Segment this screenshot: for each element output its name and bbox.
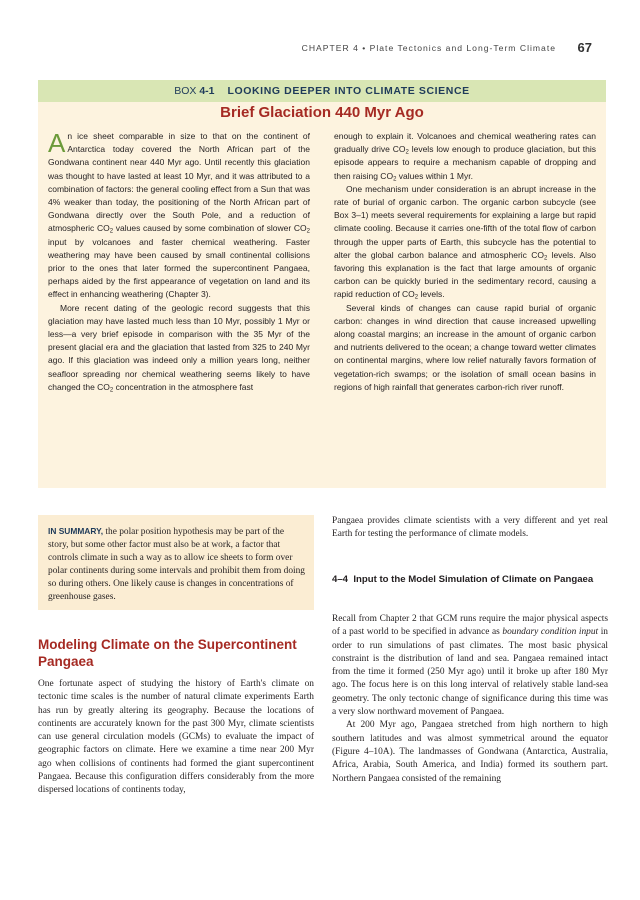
- section-heading: Modeling Climate on the Supercontinent Pangaea: [38, 637, 297, 669]
- chapter-running-title: CHAPTER 4 • Plate Tectonics and Long-Term Climate: [301, 43, 556, 53]
- box-paragraph: enough to explain it. Volcanoes and chemical weathering rates can gradually drive $CO_2$ levels low enough to produce glaciation, but this episode appears to require a mechanism capable of dropping and then raising $CO_2$ values within 1 Myr.: [334, 131, 596, 183]
- box-paragraph: More recent dating of the geologic record suggests that this glaciation may have lasted much less than 10 Myr, possibly 1 Myr or less—a very brief episode in comparison with the 35 Myr of the present glacial era and the glaciation that lasted from 325 to 240 Myr ago. If this glaciation was indeed only a million years long, neither seafloor spreading nor chemical weathering seems likely to have changed the $CO_2$ concentration in the atmosphere fast: [48, 302, 310, 394]
- body-paragraph: One fortunate aspect of studying the history of Earth's climate on tectonic time scales is the number of natural climate experiments Earth has run by greatly altering its geography. Because the locations of continents are accurately known for the past 300 Myr, climate scientists can use general circulation models (GCMs) to evaluate the impact of geographic factors on climate. Here we examine a time near 200 Myr ago when collisions of continents had formed the giant supercontinent Pangaea. Because this configuration differs considerably from the more dispersed locations of continents today,: [38, 679, 314, 796]
- box-paragraph: One mechanism under consideration is an abrupt increase in the rate of burial of organic carbon. The organic carbon subcycle (see Box 3–1) meets several requirements for explaining a large but rapid climate cooling. Because it carries one-fifth of the total flow of carbon through the upper parts of Earth, this subcycle has the potential to alter the global carbon balance and atmospheric $CO_2$ levels. Also favoring this explanation is the fact that large amounts of organic carbon can be quickly buried in the sedimentary record, causing a rapid reduction of $CO_2$ levels.: [334, 183, 597, 301]
- subsection-heading: [332, 573, 608, 586]
- body-column-right: [332, 613, 608, 786]
- box-label-bar: [38, 80, 606, 102]
- body-column-left: [38, 678, 314, 798]
- box-column-left: [48, 130, 310, 394]
- box-label-title: LOOKING DEEPER INTO CLIMATE SCIENCE: [227, 85, 470, 97]
- page-number: 67: [577, 40, 592, 55]
- box-title: Brief Glaciation 440 Myr Ago: [220, 104, 424, 121]
- box-paragraph: An ice sheet comparable in size to that on the continent of Antarctica today covered the North African part of the Gondwana continent near 440 Myr ago. Until recently this glaciation was thought to have lasted at least 10 Myr, and it was attributed to a combination of factors: the general cooling effect from a Sun that was 4% weaker than today, the positioning of the North African part of Gondwana directly over the South Pole, and a reduction of atmospheric $CO_2$ values caused by some combination of slower $CO_2$ input by volcanoes and faster chemical weathering. Faster weathering may have been caused by small continental collisions prior to the ones that later formed the supercontinent Pangaea, perhaps aided by the first appearance of vegetation on land and its effect in enhancing weathering (Chapter 3).: [48, 128, 310, 300]
- running-header: [0, 40, 640, 60]
- italic-term: boundary condition input: [502, 627, 599, 638]
- box-paragraph: Several kinds of changes can cause rapid burial of organic carbon: changes in wind direction that cause increased upwelling along coastal margins; an increase in the amount of organic carbon and nutrients delivered to the ocean; a change toward wetter climates on continental margins, where low relief naturally favors formation of vegetation-rich swamps; or the isolation of small ocean basins in regions of high rainfall that generates carbon-rich river runoff.: [334, 302, 596, 392]
- box-column-right: [334, 130, 596, 394]
- in-summary-box: [38, 515, 314, 610]
- subsection-number: 4–4: [332, 574, 349, 585]
- summary-text: IN SUMMARY, the polar position hypothesis may be part of the story, but some other factor must also be at work, a factor that controls climate in such a way as to allow ice sheets to form over polar continents during some intervals and prohibit them from doing so during others. One likely cause is changes in concentrations of greenhouse gases.: [48, 526, 305, 603]
- box-4-1: [38, 80, 606, 488]
- summary-label: IN SUMMARY,: [48, 526, 104, 536]
- body-column-right-top: [332, 515, 608, 542]
- body-paragraph: Recall from Chapter 2 that GCM runs require the major physical aspects of a past world to be specified in advance as boundary condition input in order to run simulations of past climates. The most basic physical constraint is the distribution of land and sea. Pangaea remained intact from the time it formed (250 Myr ago) until it broke up after 180 Myr ago. The focus here is on this long interval of relatively stable land-sea geometry. The only tectonic change of significance during this time was a very slow northward movement of Pangaea.: [332, 614, 608, 718]
- box-label-number: BOX 4-1: [174, 85, 215, 97]
- body-paragraph: At 200 Myr ago, Pangaea stretched from high northern to high southern latitudes and was almost symmetrical around the equator (Figure 4–10A). The landmasses of Gondwana (Antarctica, Australia, Africa, Arabia, South America, and India) formed its southern part. Northern Pangaea consisted of the remaining: [332, 720, 608, 784]
- body-paragraph: Pangaea provides climate scientists with a very different and yet real Earth for testing the performance of climate models.: [332, 516, 608, 540]
- subsection-title: Input to the Model Simulation of Climate on Pangaea: [353, 574, 594, 585]
- drop-cap: A: [48, 128, 66, 158]
